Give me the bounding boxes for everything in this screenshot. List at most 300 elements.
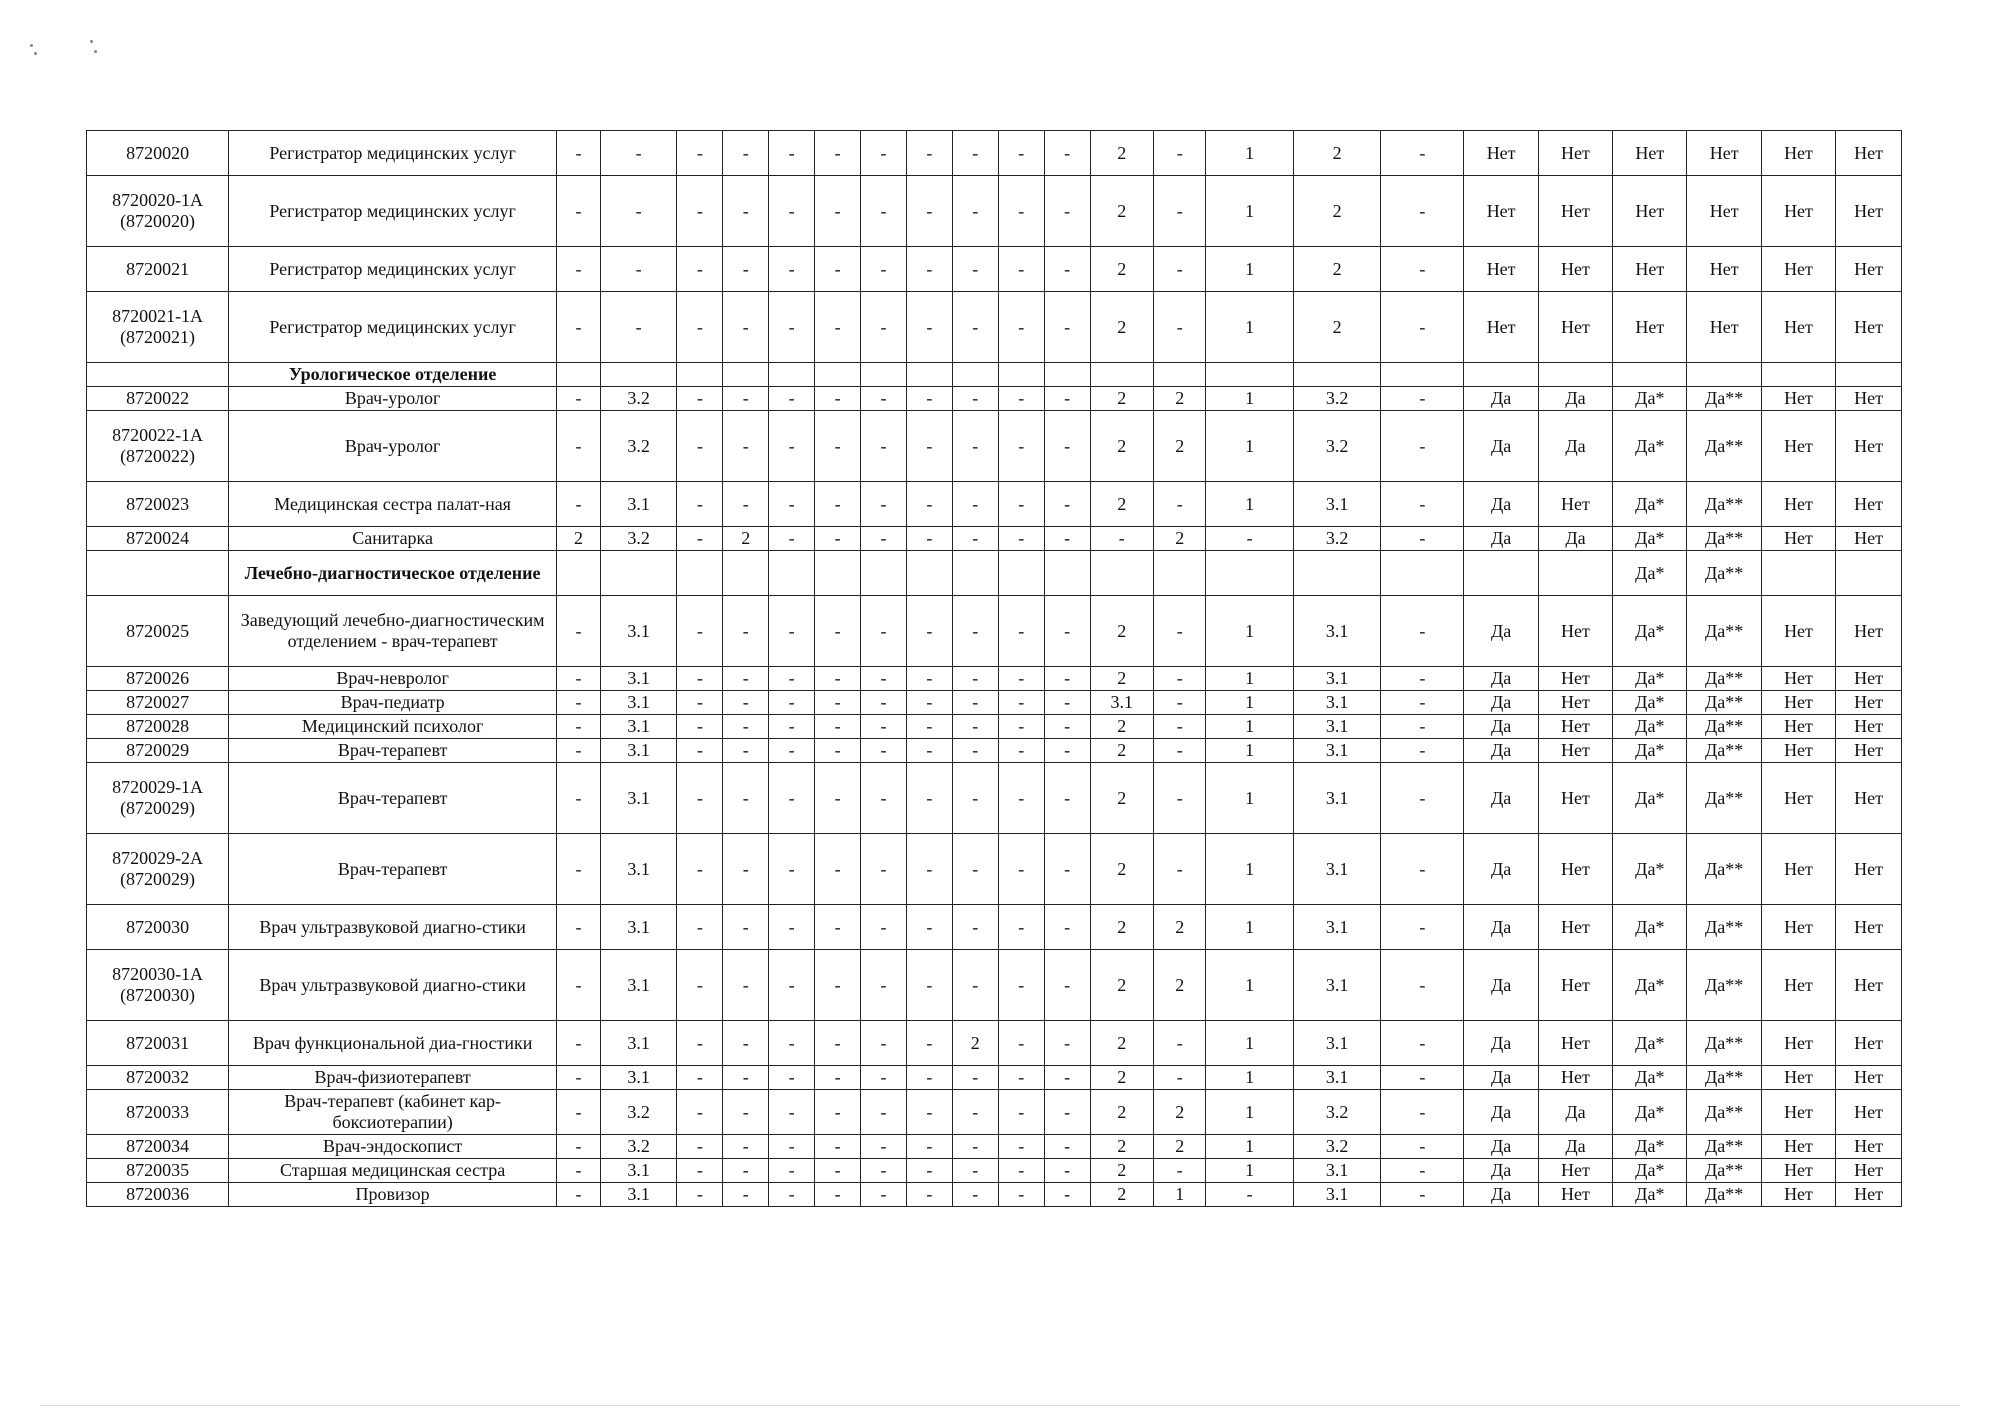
value-cell: 2 <box>1090 834 1153 905</box>
value-cell: Нет <box>1687 292 1761 363</box>
value-cell: - <box>1153 131 1205 176</box>
value-cell: - <box>677 387 723 411</box>
value-cell <box>1613 363 1687 387</box>
value-cell: 2 <box>1293 247 1380 292</box>
value-cell: 1 <box>1206 763 1293 834</box>
value-cell: - <box>1044 715 1090 739</box>
value-cell: Нет <box>1538 691 1612 715</box>
value-cell: - <box>769 667 815 691</box>
value-cell: 1 <box>1206 739 1293 763</box>
value-cell <box>998 551 1044 596</box>
value-cell: Да** <box>1687 715 1761 739</box>
value-cell: - <box>1153 1021 1205 1066</box>
value-cell: - <box>677 1135 723 1159</box>
code-cell: 8720023 <box>87 482 229 527</box>
value-cell: - <box>815 950 861 1021</box>
value-cell <box>1761 363 1835 387</box>
value-cell <box>769 551 815 596</box>
value-cell: 3.1 <box>1293 596 1380 667</box>
value-cell: 2 <box>557 527 601 551</box>
value-cell: Да** <box>1687 1066 1761 1090</box>
value-cell: 3.1 <box>1090 691 1153 715</box>
value-cell: - <box>861 1021 907 1066</box>
value-cell <box>1206 363 1293 387</box>
position-title: Медицинский психолог <box>229 715 557 739</box>
value-cell: Нет <box>1836 739 1902 763</box>
value-cell: - <box>906 1183 952 1207</box>
value-cell: 3.1 <box>1293 482 1380 527</box>
value-cell: 2 <box>1090 292 1153 363</box>
value-cell: - <box>815 176 861 247</box>
value-cell: - <box>723 387 769 411</box>
value-cell: - <box>1044 1090 1090 1135</box>
code-cell: 8720027 <box>87 691 229 715</box>
value-cell: - <box>998 691 1044 715</box>
value-cell: 3.1 <box>600 763 677 834</box>
value-cell: - <box>906 691 952 715</box>
value-cell: 1 <box>1206 1135 1293 1159</box>
value-cell: - <box>557 387 601 411</box>
value-cell: - <box>677 176 723 247</box>
value-cell: - <box>952 411 998 482</box>
position-title: Врач-невролог <box>229 667 557 691</box>
value-cell: Да <box>1538 1135 1612 1159</box>
value-cell: - <box>861 739 907 763</box>
table-row <box>87 834 1902 905</box>
value-cell: 2 <box>1153 1135 1205 1159</box>
value-cell: - <box>1153 1159 1205 1183</box>
value-cell: - <box>557 1066 601 1090</box>
value-cell: 2 <box>1090 715 1153 739</box>
value-cell: - <box>1044 527 1090 551</box>
value-cell: 1 <box>1206 596 1293 667</box>
value-cell: 2 <box>1153 950 1205 1021</box>
value-cell: Да** <box>1687 482 1761 527</box>
value-cell: - <box>998 950 1044 1021</box>
value-cell: - <box>769 176 815 247</box>
value-cell: 2 <box>1153 905 1205 950</box>
value-cell: - <box>1044 1183 1090 1207</box>
position-title: Врач функциональной диа-гностики <box>229 1021 557 1066</box>
value-cell: - <box>815 1066 861 1090</box>
code-cell <box>87 363 229 387</box>
value-cell: - <box>557 1135 601 1159</box>
value-cell: Нет <box>1761 905 1835 950</box>
value-cell: - <box>723 596 769 667</box>
value-cell: 3.2 <box>600 387 677 411</box>
value-cell: - <box>1153 715 1205 739</box>
value-cell: 1 <box>1206 1090 1293 1135</box>
value-cell: - <box>815 834 861 905</box>
value-cell: - <box>769 834 815 905</box>
code-cell: 8720025 <box>87 596 229 667</box>
value-cell: 1 <box>1206 411 1293 482</box>
value-cell: - <box>861 1090 907 1135</box>
value-cell: - <box>677 739 723 763</box>
value-cell: - <box>723 739 769 763</box>
value-cell: - <box>906 1159 952 1183</box>
value-cell: Нет <box>1836 1135 1902 1159</box>
value-cell: Да** <box>1687 596 1761 667</box>
value-cell: Нет <box>1613 292 1687 363</box>
position-title: Регистратор медицинских услуг <box>229 247 557 292</box>
value-cell: - <box>769 1066 815 1090</box>
value-cell: - <box>723 905 769 950</box>
value-cell: 2 <box>1090 905 1153 950</box>
value-cell: - <box>1153 667 1205 691</box>
value-cell: - <box>1206 1183 1293 1207</box>
value-cell: - <box>1044 292 1090 363</box>
value-cell: - <box>906 596 952 667</box>
value-cell: - <box>861 596 907 667</box>
value-cell: - <box>1044 950 1090 1021</box>
value-cell: - <box>906 527 952 551</box>
value-cell: - <box>1153 1066 1205 1090</box>
value-cell: Нет <box>1836 834 1902 905</box>
value-cell: Нет <box>1761 763 1835 834</box>
value-cell: 3.1 <box>1293 691 1380 715</box>
value-cell: - <box>677 411 723 482</box>
value-cell: Да** <box>1687 387 1761 411</box>
value-cell: 3.1 <box>600 596 677 667</box>
value-cell: Нет <box>1761 176 1835 247</box>
value-cell: - <box>952 482 998 527</box>
value-cell <box>1464 363 1538 387</box>
value-cell: - <box>906 247 952 292</box>
value-cell: 3.1 <box>600 1021 677 1066</box>
code-cell: 8720029 <box>87 739 229 763</box>
value-cell: Да <box>1464 739 1538 763</box>
value-cell: Нет <box>1761 691 1835 715</box>
value-cell: - <box>1044 1135 1090 1159</box>
code-cell: 8720028 <box>87 715 229 739</box>
code-cell: 8720029-1А (8720029) <box>87 763 229 834</box>
value-cell: - <box>677 1021 723 1066</box>
value-cell: - <box>600 131 677 176</box>
value-cell: - <box>557 667 601 691</box>
code-cell: 8720031 <box>87 1021 229 1066</box>
value-cell: 2 <box>1090 131 1153 176</box>
value-cell: - <box>815 739 861 763</box>
table-row <box>87 482 1902 527</box>
table-row <box>87 1135 1902 1159</box>
value-cell: Нет <box>1538 715 1612 739</box>
value-cell: - <box>952 596 998 667</box>
value-cell: - <box>769 527 815 551</box>
value-cell: - <box>677 527 723 551</box>
value-cell: Нет <box>1761 1159 1835 1183</box>
value-cell: Нет <box>1836 292 1902 363</box>
value-cell: Да** <box>1687 691 1761 715</box>
position-title: Старшая медицинская сестра <box>229 1159 557 1183</box>
value-cell: Нет <box>1836 1090 1902 1135</box>
value-cell <box>1293 551 1380 596</box>
value-cell: - <box>998 739 1044 763</box>
value-cell: - <box>861 411 907 482</box>
value-cell: Да <box>1464 411 1538 482</box>
value-cell <box>1090 551 1153 596</box>
value-cell <box>1538 551 1612 596</box>
value-cell: Нет <box>1836 1183 1902 1207</box>
value-cell: - <box>906 950 952 1021</box>
value-cell: - <box>952 739 998 763</box>
value-cell: 3.1 <box>600 715 677 739</box>
position-title: Врач-терапевт <box>229 763 557 834</box>
value-cell: - <box>906 1066 952 1090</box>
value-cell: 3.2 <box>1293 387 1380 411</box>
value-cell: - <box>861 1183 907 1207</box>
value-cell: Да <box>1464 1159 1538 1183</box>
value-cell: Нет <box>1836 176 1902 247</box>
value-cell: - <box>557 834 601 905</box>
value-cell: Нет <box>1836 667 1902 691</box>
value-cell: 2 <box>723 527 769 551</box>
section-row <box>87 363 1902 387</box>
value-cell: - <box>769 1090 815 1135</box>
value-cell: 3.1 <box>600 667 677 691</box>
value-cell: - <box>677 1066 723 1090</box>
value-cell: - <box>1381 131 1464 176</box>
value-cell: - <box>861 176 907 247</box>
value-cell <box>1836 363 1902 387</box>
value-cell: 2 <box>1090 1183 1153 1207</box>
value-cell: - <box>998 482 1044 527</box>
value-cell: Нет <box>1836 1066 1902 1090</box>
value-cell: - <box>723 1090 769 1135</box>
value-cell: Да <box>1464 527 1538 551</box>
value-cell: Да** <box>1687 834 1761 905</box>
value-cell <box>1381 551 1464 596</box>
value-cell: Нет <box>1836 950 1902 1021</box>
value-cell: Нет <box>1761 411 1835 482</box>
code-cell: 8720020 <box>87 131 229 176</box>
value-cell: - <box>998 763 1044 834</box>
value-cell: - <box>1381 1183 1464 1207</box>
value-cell: 3.1 <box>1293 834 1380 905</box>
value-cell: Нет <box>1538 763 1612 834</box>
value-cell: - <box>861 905 907 950</box>
value-cell: - <box>998 292 1044 363</box>
position-title: Врач-терапевт (кабинет кар-боксиотерапии) <box>229 1090 557 1135</box>
value-cell: - <box>1381 763 1464 834</box>
value-cell: - <box>1153 739 1205 763</box>
value-cell: Нет <box>1538 950 1612 1021</box>
value-cell: 2 <box>1153 527 1205 551</box>
value-cell: - <box>1044 1159 1090 1183</box>
value-cell: - <box>1381 247 1464 292</box>
value-cell: - <box>998 527 1044 551</box>
value-cell: - <box>557 131 601 176</box>
value-cell: - <box>1044 763 1090 834</box>
value-cell: - <box>769 131 815 176</box>
value-cell: - <box>723 1183 769 1207</box>
position-title: Регистратор медицинских услуг <box>229 292 557 363</box>
value-cell: - <box>1381 596 1464 667</box>
value-cell: Нет <box>1761 1066 1835 1090</box>
value-cell: Да** <box>1687 1021 1761 1066</box>
value-cell: 1 <box>1206 905 1293 950</box>
table-row <box>87 691 1902 715</box>
value-cell: Да <box>1464 596 1538 667</box>
value-cell: - <box>1090 527 1153 551</box>
value-cell: Да* <box>1613 482 1687 527</box>
value-cell: - <box>1044 905 1090 950</box>
value-cell: Нет <box>1687 247 1761 292</box>
table-row <box>87 905 1902 950</box>
value-cell: 2 <box>1293 131 1380 176</box>
value-cell: - <box>677 292 723 363</box>
code-cell: 8720024 <box>87 527 229 551</box>
value-cell: - <box>815 1021 861 1066</box>
value-cell: - <box>815 131 861 176</box>
value-cell: - <box>557 482 601 527</box>
value-cell: Да* <box>1613 1021 1687 1066</box>
value-cell: 2 <box>1090 1135 1153 1159</box>
value-cell: Нет <box>1538 1159 1612 1183</box>
value-cell: - <box>769 247 815 292</box>
value-cell: - <box>815 763 861 834</box>
value-cell: - <box>557 739 601 763</box>
value-cell: Да* <box>1613 387 1687 411</box>
value-cell: Нет <box>1538 247 1612 292</box>
value-cell: - <box>677 905 723 950</box>
value-cell: 3.1 <box>1293 1183 1380 1207</box>
value-cell: Да <box>1464 667 1538 691</box>
value-cell: - <box>952 834 998 905</box>
value-cell <box>600 363 677 387</box>
value-cell: 1 <box>1206 1159 1293 1183</box>
section-title: Урологическое отделение <box>229 363 557 387</box>
page-edge-line <box>40 1405 1960 1406</box>
value-cell: Да <box>1464 950 1538 1021</box>
value-cell <box>1153 363 1205 387</box>
value-cell: - <box>723 411 769 482</box>
value-cell <box>815 363 861 387</box>
value-cell: Да <box>1464 834 1538 905</box>
value-cell: - <box>769 387 815 411</box>
table-row <box>87 1066 1902 1090</box>
value-cell: Да <box>1464 691 1538 715</box>
section-row <box>87 551 1902 596</box>
value-cell: - <box>815 715 861 739</box>
value-cell: - <box>769 411 815 482</box>
value-cell <box>723 363 769 387</box>
value-cell: - <box>906 482 952 527</box>
value-cell: - <box>677 691 723 715</box>
value-cell: - <box>952 715 998 739</box>
value-cell <box>1044 551 1090 596</box>
value-cell: - <box>1381 905 1464 950</box>
value-cell: - <box>557 1021 601 1066</box>
value-cell: - <box>815 411 861 482</box>
value-cell: - <box>952 1183 998 1207</box>
value-cell <box>1381 363 1464 387</box>
value-cell: 2 <box>1293 292 1380 363</box>
value-cell: - <box>769 1183 815 1207</box>
value-cell: Нет <box>1464 292 1538 363</box>
value-cell: - <box>952 691 998 715</box>
value-cell: Нет <box>1761 1021 1835 1066</box>
value-cell: - <box>723 950 769 1021</box>
value-cell: - <box>1381 1159 1464 1183</box>
value-cell: - <box>906 1021 952 1066</box>
value-cell: 2 <box>1090 411 1153 482</box>
value-cell: - <box>998 905 1044 950</box>
value-cell: - <box>1381 176 1464 247</box>
value-cell: Да* <box>1613 1066 1687 1090</box>
value-cell: - <box>952 176 998 247</box>
value-cell: 2 <box>1090 1066 1153 1090</box>
table-row <box>87 411 1902 482</box>
value-cell: 2 <box>1153 411 1205 482</box>
value-cell: 3.1 <box>600 1159 677 1183</box>
value-cell: - <box>998 667 1044 691</box>
code-cell: 8720021 <box>87 247 229 292</box>
value-cell: 3.1 <box>1293 763 1380 834</box>
value-cell: Да* <box>1613 1159 1687 1183</box>
value-cell: - <box>1044 482 1090 527</box>
value-cell: Нет <box>1761 715 1835 739</box>
table-row <box>87 247 1902 292</box>
value-cell: - <box>906 905 952 950</box>
value-cell: - <box>1153 691 1205 715</box>
value-cell: - <box>1206 527 1293 551</box>
value-cell: 3.1 <box>600 1183 677 1207</box>
value-cell: - <box>815 691 861 715</box>
table-row <box>87 667 1902 691</box>
value-cell: Да** <box>1687 905 1761 950</box>
value-cell: - <box>557 691 601 715</box>
value-cell: - <box>769 739 815 763</box>
value-cell: Да <box>1464 763 1538 834</box>
value-cell: - <box>677 667 723 691</box>
value-cell <box>677 363 723 387</box>
value-cell: - <box>998 411 1044 482</box>
value-cell: 3.1 <box>600 482 677 527</box>
value-cell: Нет <box>1836 596 1902 667</box>
value-cell: - <box>952 1090 998 1135</box>
code-cell: 8720030 <box>87 905 229 950</box>
value-cell: Да* <box>1613 551 1687 596</box>
value-cell: - <box>1381 667 1464 691</box>
value-cell: - <box>906 763 952 834</box>
value-cell <box>1293 363 1380 387</box>
value-cell: - <box>769 292 815 363</box>
value-cell: 3.2 <box>1293 411 1380 482</box>
value-cell: Нет <box>1836 482 1902 527</box>
value-cell <box>1464 551 1538 596</box>
value-cell: - <box>769 715 815 739</box>
work-conditions-table <box>86 130 1902 1207</box>
value-cell: - <box>861 1135 907 1159</box>
value-cell: Нет <box>1761 739 1835 763</box>
value-cell: - <box>906 667 952 691</box>
value-cell: Нет <box>1761 527 1835 551</box>
value-cell: - <box>1044 691 1090 715</box>
value-cell: - <box>1153 834 1205 905</box>
value-cell: 1 <box>1206 715 1293 739</box>
value-cell: 2 <box>1090 1159 1153 1183</box>
value-cell: 1 <box>1206 667 1293 691</box>
value-cell: 3.2 <box>600 527 677 551</box>
value-cell: - <box>769 950 815 1021</box>
value-cell: 3.1 <box>600 950 677 1021</box>
code-cell: 8720033 <box>87 1090 229 1135</box>
value-cell: - <box>557 596 601 667</box>
value-cell: Да* <box>1613 411 1687 482</box>
value-cell: Да** <box>1687 1159 1761 1183</box>
value-cell: Нет <box>1836 411 1902 482</box>
